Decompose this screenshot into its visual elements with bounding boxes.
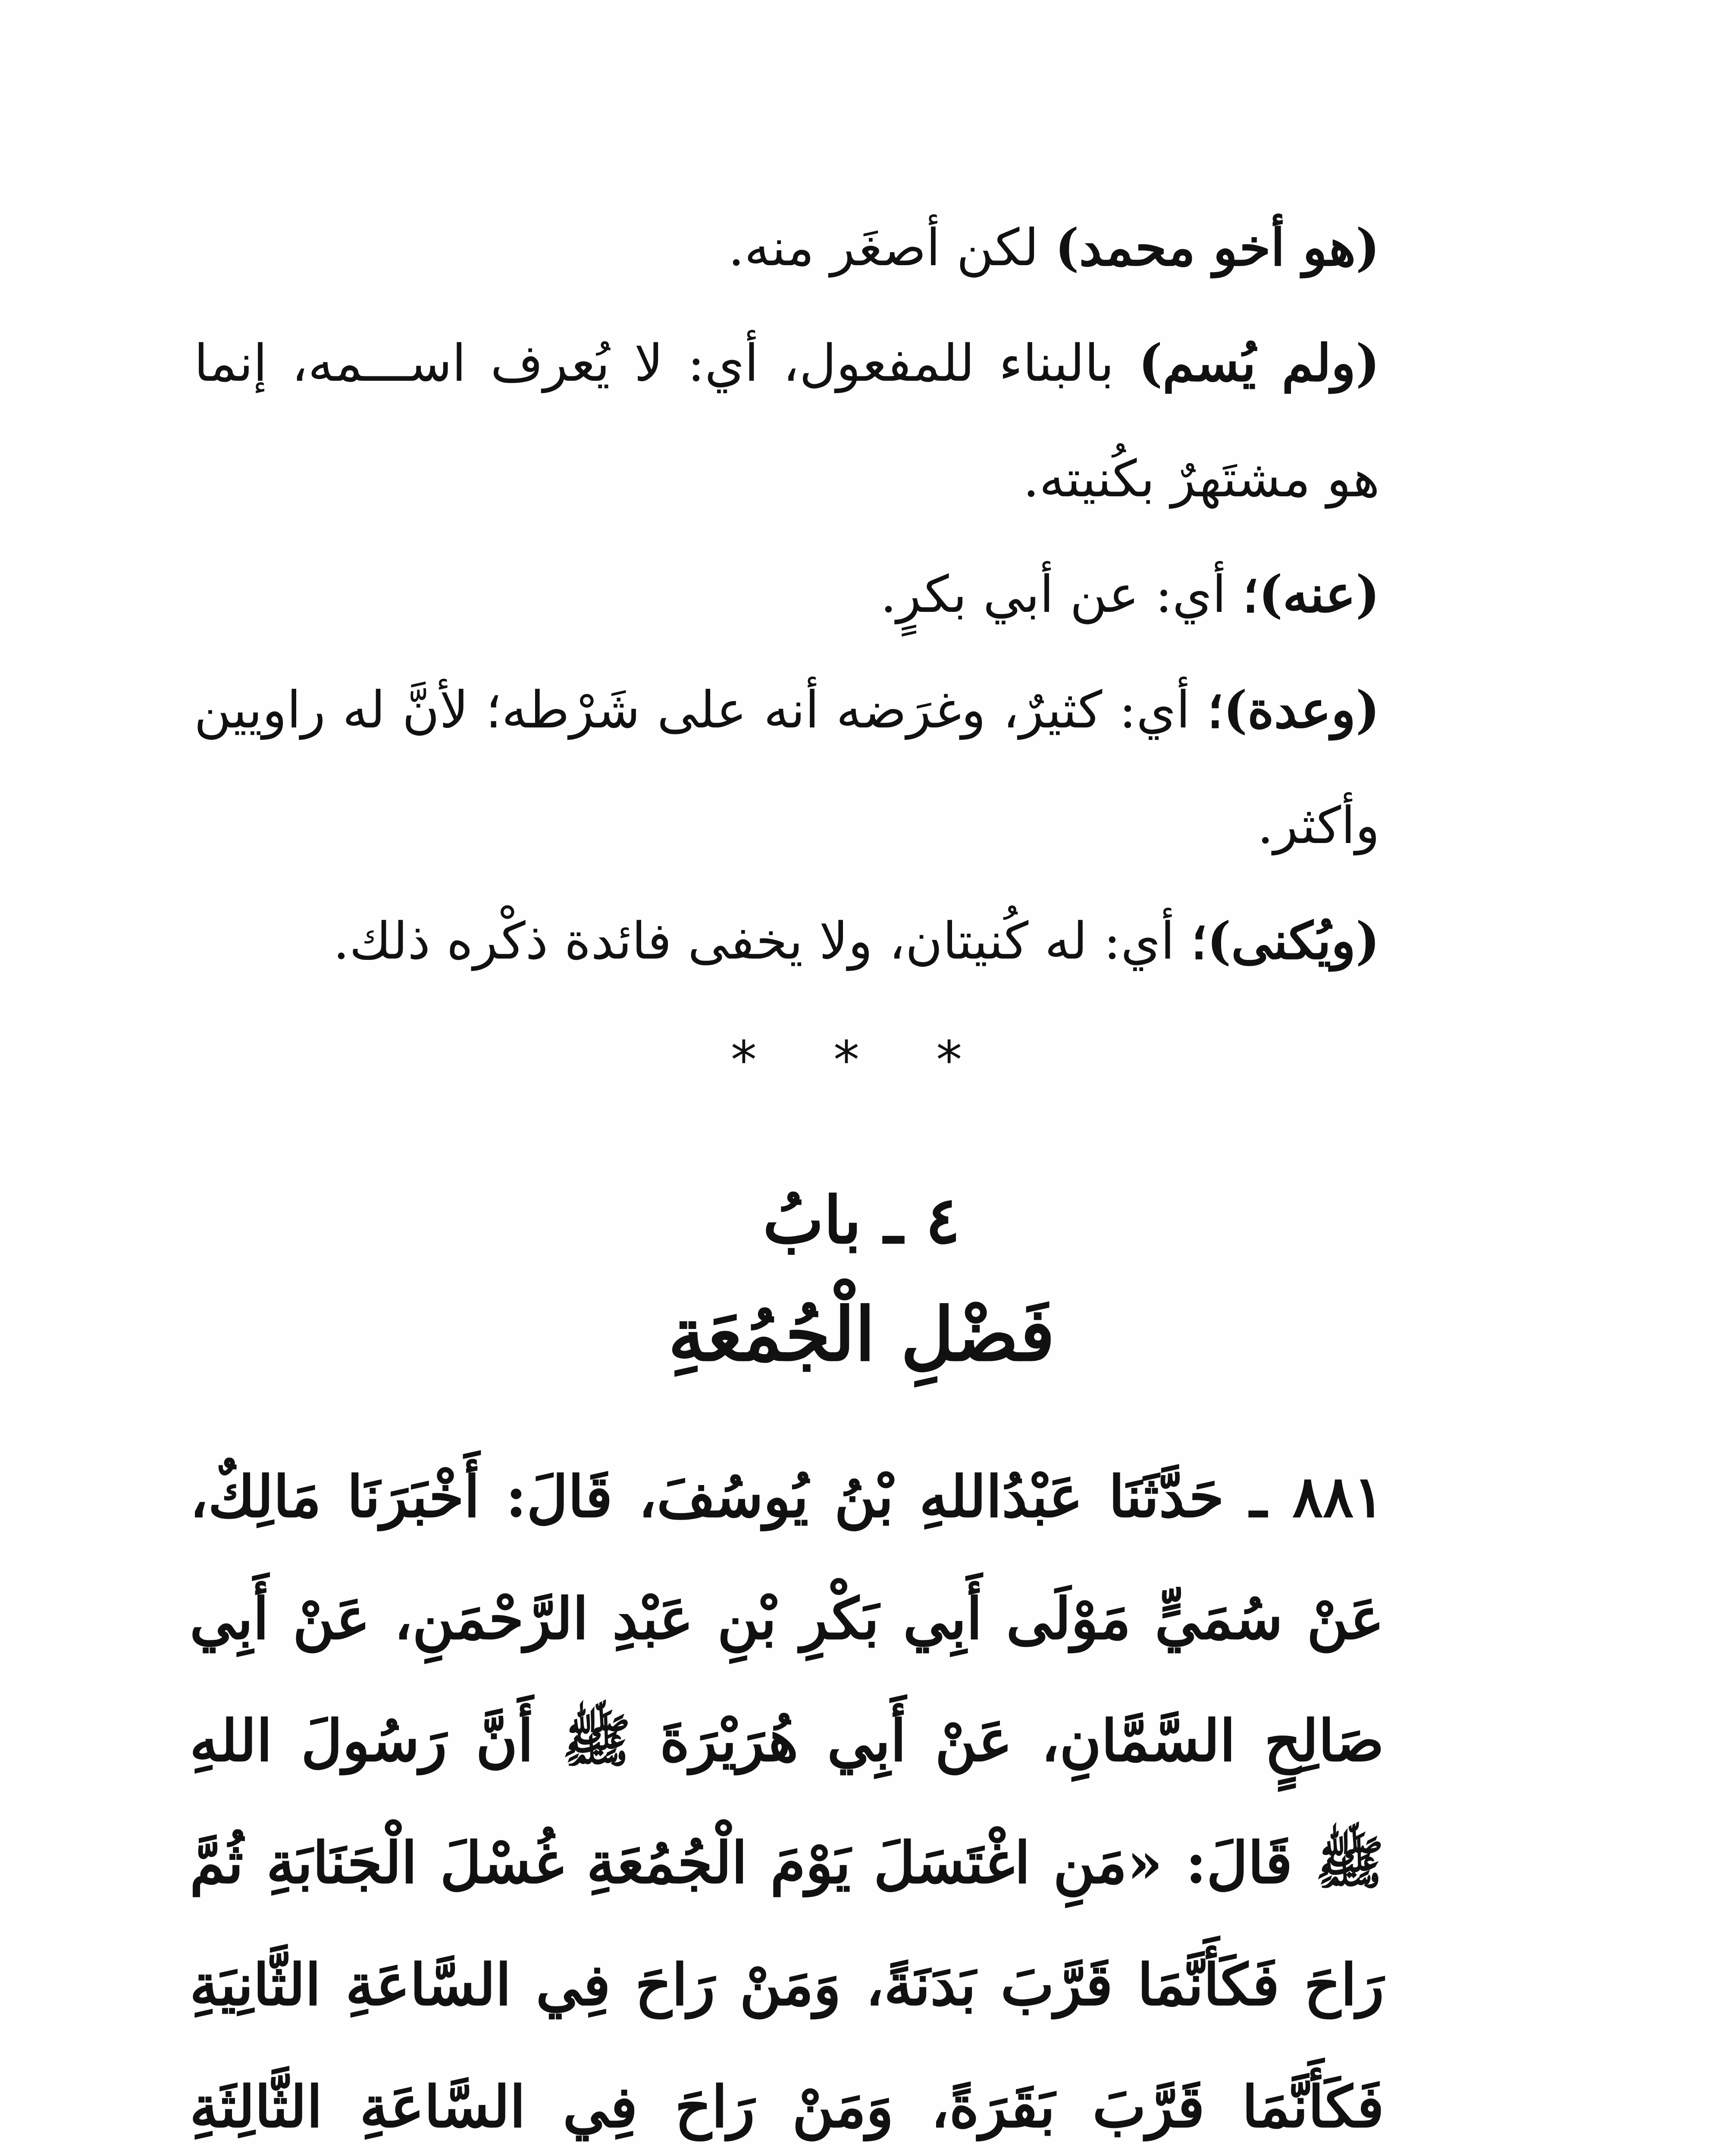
chapter-title: فَضْلِ الْجُمُعَةِ [668, 1291, 1055, 1378]
commentary-term: (هو أخو محمد) [1055, 217, 1380, 277]
commentary-term: (ويُكنى)؛ [1190, 911, 1380, 971]
commentary-term: (عنه)؛ [1242, 564, 1380, 624]
commentary-term: (ولم يُسم) [1138, 333, 1380, 393]
commentary-paragraph-5 [194, 883, 1380, 999]
commentary-section [194, 190, 1380, 999]
commentary-paragraph-4 [194, 652, 1380, 883]
commentary-term: (وعدة)؛ [1207, 680, 1380, 740]
commentary-paragraph-2 [194, 305, 1380, 536]
commentary-text: بالبناء للمفعول، أي: لا يُعرف اســـمه، إنما هو مشتَهرٌ بكُنيته. [194, 333, 1380, 508]
commentary-paragraph-1 [194, 190, 1380, 305]
hadith-text: ٨٨١ ـ حَدَّثَنَا عَبْدُاللهِ بْنُ يُوسُفَ، قَالَ: أَخْبَرَنَا مَالِكٌ، عَنْ سُمَيٍّ مَوْلَى أَبِي بَكْرِ بْنِ عَبْدِ الرَّحْمَنِ، عَنْ أَبِي صَالِحٍ السَّمَّانِ، عَنْ أَبِي هُرَيْرَةَ ﷺ أَنَّ رَسُولَ اللهِ ﷺ قَالَ: «مَنِ اغْتَسَلَ يَوْمَ الْجُمُعَةِ غُسْلَ الْجَنَابَةِ ثُمَّ رَاحَ فَكَأَنَّمَا قَرَّبَ بَدَنَةً، وَمَنْ رَاحَ فِي السَّاعَةِ الثَّانِيَةِ فَكَأَنَّمَا قَرَّبَ بَقَرَةً، وَمَنْ رَاحَ فِي السَّاعَةِ الثَّالِثَةِ [190, 1463, 1384, 2140]
section-separator: * * * [730, 1031, 993, 1091]
chapter-number: ٤ ـ بابُ [763, 1182, 960, 1258]
commentary-paragraph-3 [194, 536, 1380, 652]
commentary-text: أي: له كُنيتان، ولا يخفى فائدة ذكْره ذلك. [333, 911, 1191, 971]
commentary-text: أي: عن أبي بكرٍ. [880, 564, 1243, 624]
commentary-text: أي: كثيرٌ، وغرَضه أنه على شَرْطه؛ لأنَّ له راويين وأكثر. [194, 680, 1380, 855]
commentary-text: لكن أصغَر منه. [728, 218, 1055, 277]
